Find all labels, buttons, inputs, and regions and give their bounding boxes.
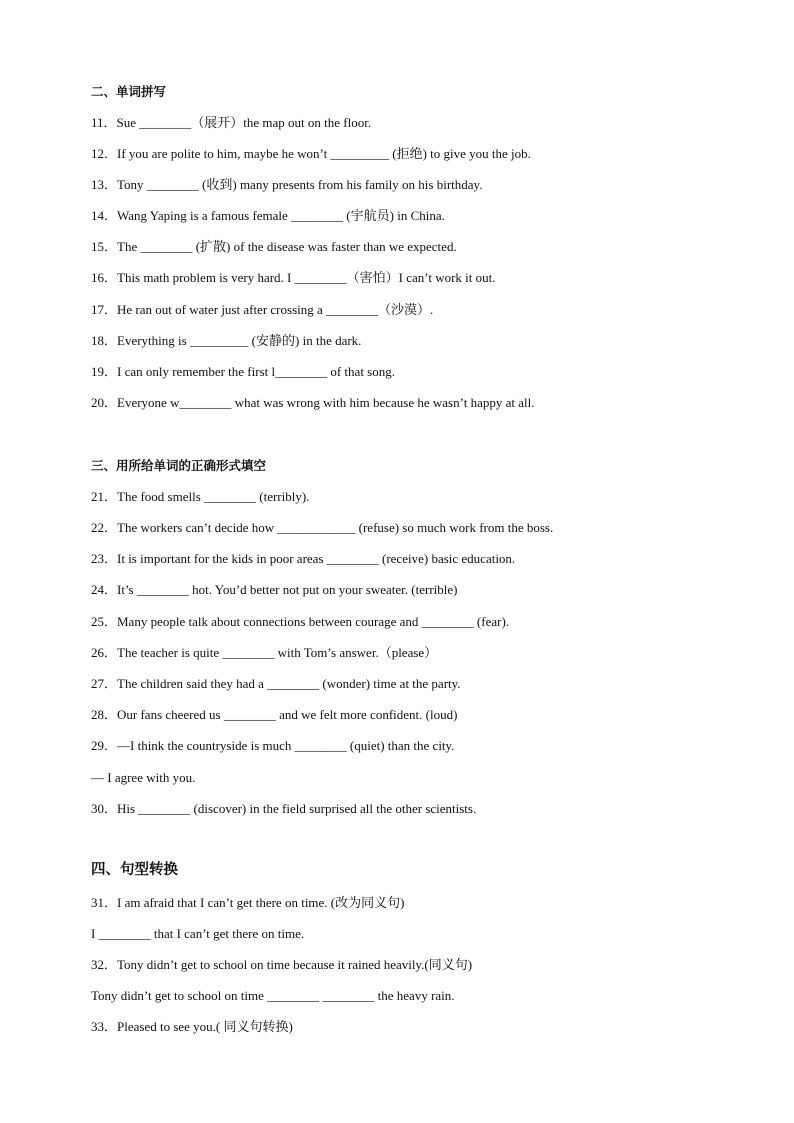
question-20: 20．Everyone w________ what was wrong with him because he wasn’t happy at all. [91, 395, 535, 410]
question-32: 32．Tony didn’t get to school on time because it rained heavily.(同义句) [91, 957, 473, 972]
question-16: 16．This math problem is very hard. I ________（害怕）I can’t work it out. [91, 270, 496, 285]
question-27: 27．The children said they had a ________ (wonder) time at the party. [91, 676, 461, 691]
section-heading-word-forms: 三、用所给单词的正确形式填空 [91, 458, 267, 473]
question-21: 21．The food smells ________ (terribly). [91, 489, 310, 504]
question-17: 17．He ran out of water just after crossing a ________（沙漠）. [91, 302, 434, 317]
question-28: 28．Our fans cheered us ________ and we felt more confident. (loud) [91, 707, 458, 722]
question-14: 14．Wang Yaping is a famous female ________ (宇航员) in China. [91, 208, 445, 223]
question-18: 18．Everything is _________ (安静的) in the dark. [91, 333, 362, 348]
question-32-answer-line: Tony didn’t get to school on time ________ ________ the heavy rain. [91, 988, 455, 1003]
question-19: 19．I can only remember the first l________ of that song. [91, 364, 395, 379]
question-15: 15．The ________ (扩散) of the disease was faster than we expected. [91, 239, 457, 254]
question-33: 33．Pleased to see you.( 同义句转换) [91, 1019, 293, 1034]
question-22: 22．The workers can’t decide how ____________ (refuse) so much work from the boss. [91, 520, 554, 535]
question-23: 23．It is important for the kids in poor areas ________ (receive) basic education. [91, 551, 516, 566]
question-30: 30．His ________ (discover) in the field surprised all the other scientists. [91, 801, 477, 816]
question-31: 31．I am afraid that I can’t get there on time. (改为同义句) [91, 895, 405, 910]
question-29-reply: — I agree with you. [91, 770, 196, 785]
question-31-answer-line: I ________ that I can’t get there on time. [91, 926, 305, 941]
question-25: 25．Many people talk about connections between courage and ________ (fear). [91, 614, 510, 629]
question-13: 13．Tony ________ (收到) many presents from his family on his birthday. [91, 177, 483, 192]
question-12: 12．If you are polite to him, maybe he won’t _________ (拒绝) to give you the job. [91, 146, 531, 161]
question-11: 11．Sue ________（展开）the map out on the floor. [91, 115, 372, 130]
question-29: 29．—I think the countryside is much ________ (quiet) than the city. [91, 738, 455, 753]
question-24: 24．It’s ________ hot. You’d better not put on your sweater. (terrible) [91, 582, 458, 597]
section-heading-sentence-transform: 四、句型转换 [91, 862, 178, 878]
section-heading-vocabulary: 二、单词拼写 [91, 84, 167, 99]
question-26: 26．The teacher is quite ________ with Tom’s answer.（please） [91, 645, 438, 660]
